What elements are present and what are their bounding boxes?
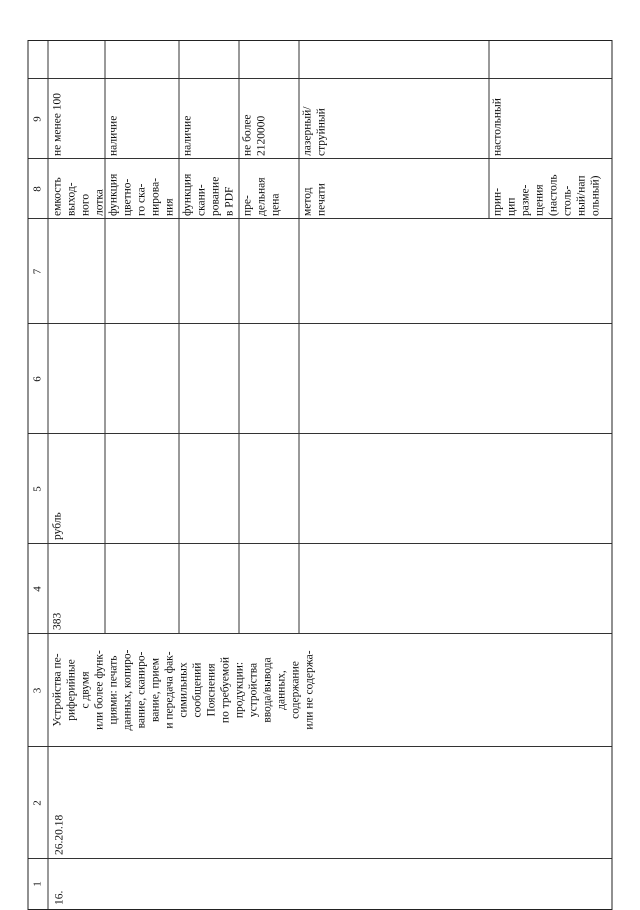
characteristic-value-line: наличие <box>107 115 120 156</box>
col-header-9: 9 <box>31 116 44 122</box>
characteristic-value-line: наличие <box>181 115 194 156</box>
row-divider <box>489 41 490 219</box>
characteristic-name-line: ный/нап <box>575 175 588 216</box>
spec-table <box>28 40 613 910</box>
characteristic-value-line: настольный <box>491 98 504 156</box>
characteristic-name-line: выход- <box>65 182 78 216</box>
characteristic-name-line: цип <box>505 197 518 216</box>
product-name-line: и передача фак- <box>163 651 176 729</box>
col-header-6: 6 <box>31 376 44 382</box>
column-divider <box>29 633 612 634</box>
product-name-line: сообщений <box>191 662 204 718</box>
column-divider <box>29 158 612 159</box>
characteristic-name-line: рование <box>209 176 222 216</box>
product-name-line: Устройства пе- <box>51 653 64 727</box>
characteristic-value <box>241 114 269 156</box>
product-name-line: вание, прием <box>149 658 162 722</box>
product-name-line: с двумя <box>79 671 92 709</box>
characteristic-value-line: лазерный/ <box>301 106 314 156</box>
product-name-line: ввода/вывода <box>261 657 274 723</box>
row-divider <box>105 41 106 634</box>
col-header-8: 8 <box>31 186 44 192</box>
column-divider <box>29 433 612 434</box>
product-name-line: Пояснения <box>205 663 218 717</box>
characteristic-name-line: ного <box>79 193 92 216</box>
col-header-1: 1 <box>31 881 44 887</box>
characteristic-value <box>301 107 329 156</box>
characteristic-name-line: го ска- <box>135 183 148 216</box>
characteristic-name-line: (настоль <box>547 174 560 216</box>
characteristic-name-line: пре- <box>241 195 254 216</box>
col-header-7: 7 <box>31 268 44 275</box>
characteristic-name-line: функция <box>107 173 120 216</box>
col-header-3: 3 <box>31 687 44 694</box>
product-name-line: данных, <box>275 670 288 710</box>
row-divider <box>299 41 300 634</box>
characteristic-name-line: скани- <box>195 184 208 216</box>
row-divider <box>179 41 180 634</box>
column-divider <box>29 746 612 747</box>
product-name <box>51 635 317 745</box>
row-divider <box>239 41 240 634</box>
characteristic-name-line: столь- <box>561 185 574 216</box>
column-divider <box>29 858 612 859</box>
characteristic-name <box>301 183 329 216</box>
characteristic-value <box>491 98 505 156</box>
characteristic-value <box>107 116 121 156</box>
product-name-line: продукции: <box>233 661 246 719</box>
characteristic-name-line: метод <box>301 187 314 216</box>
characteristic-name <box>51 177 107 216</box>
characteristic-name-line: дельная <box>255 177 268 216</box>
characteristic-value-line: не более <box>241 114 254 156</box>
characteristic-name <box>107 174 177 216</box>
row-code: 26.20.18 <box>53 814 66 855</box>
characteristic-name-line: щения <box>533 184 546 216</box>
product-name-line: по требуемой <box>219 656 232 724</box>
characteristic-name-line: емкость <box>51 177 64 216</box>
col-header-4: 4 <box>31 586 44 592</box>
characteristic-name-line: нирова- <box>149 177 162 216</box>
product-name-line: или не содержа- <box>303 650 316 730</box>
column-divider <box>29 218 612 219</box>
row-number: 16. <box>53 890 66 905</box>
characteristic-name-line: прин- <box>491 187 504 216</box>
characteristic-name-line: функция <box>181 173 194 216</box>
characteristic-value-line: струйный <box>315 108 328 156</box>
characteristic-name <box>241 178 283 217</box>
column-divider <box>29 78 612 79</box>
characteristic-name-line: разме- <box>519 184 532 216</box>
product-name-line: вание, сканиро- <box>135 651 148 729</box>
characteristic-value <box>181 116 195 156</box>
characteristic-name-line: печати <box>315 183 328 216</box>
product-name-line: или более функ- <box>93 650 106 730</box>
product-name-line: риферийные <box>65 659 78 721</box>
product-name-line: циями: печать <box>107 655 120 725</box>
product-name-line: данных, копиро- <box>121 649 134 731</box>
characteristic-name <box>181 174 237 216</box>
characteristic-name-line: лотка <box>93 189 106 216</box>
unit-name: рубль <box>51 512 64 540</box>
rotated-table-wrapper <box>28 40 613 910</box>
characteristic-value-line: не менее 100 <box>51 92 64 156</box>
col-header-5: 5 <box>31 486 44 492</box>
product-name-line: содержание <box>289 661 302 719</box>
characteristic-name-line: ния <box>163 198 176 216</box>
column-divider <box>29 323 612 324</box>
column-divider <box>29 543 612 544</box>
header-divider <box>48 41 49 909</box>
characteristic-value-line: 2120000 <box>255 115 268 156</box>
characteristic-name-line: в PDF <box>223 186 236 216</box>
product-name-line: симильных <box>177 662 190 718</box>
col-header-2: 2 <box>31 800 44 806</box>
characteristic-value <box>51 93 65 156</box>
characteristic-name-line: цена <box>269 193 282 216</box>
product-name-line: устройства <box>247 662 260 718</box>
okei-code: 383 <box>51 612 64 630</box>
characteristic-name-line: цветно- <box>121 178 134 216</box>
characteristic-name <box>491 174 603 216</box>
characteristic-name-line: ольный) <box>589 175 602 216</box>
